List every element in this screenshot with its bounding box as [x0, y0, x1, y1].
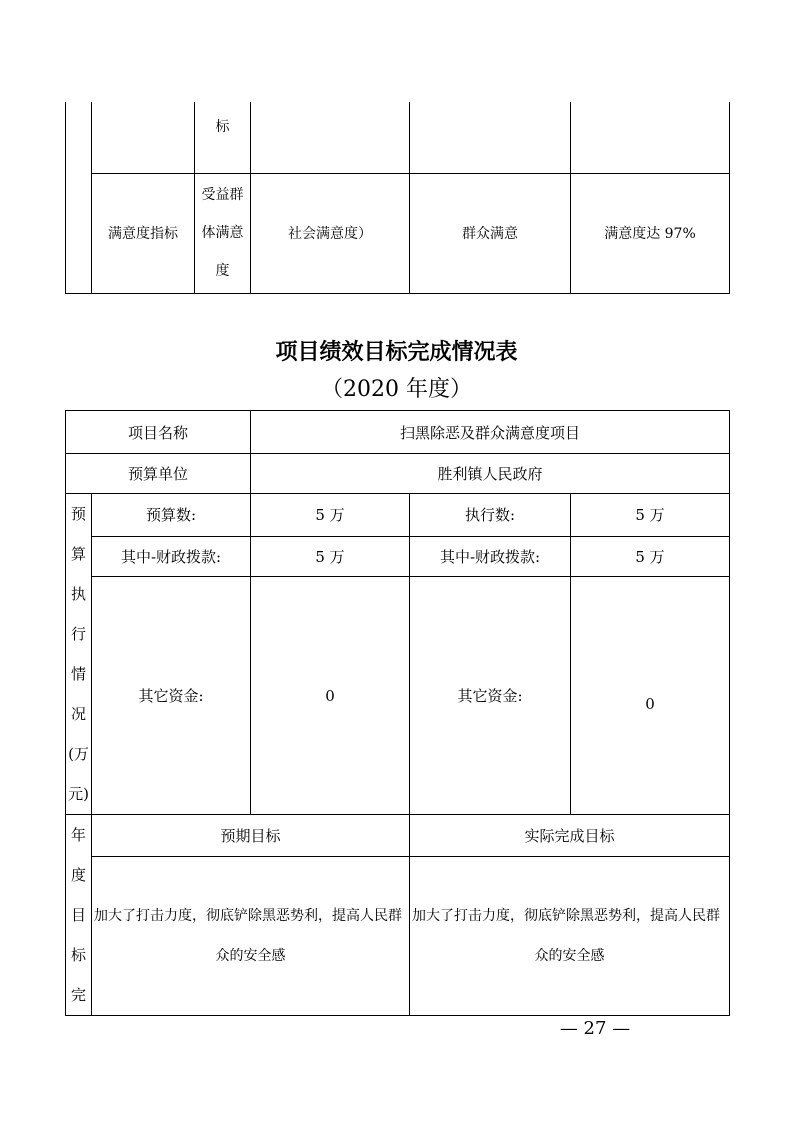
budget-execution-side-label [66, 494, 92, 815]
blank-cell [571, 102, 730, 173]
budget-count-value: 5 万 [251, 494, 410, 537]
char: 元) [68, 785, 89, 803]
executed-count-value: 5 万 [571, 494, 730, 537]
char: 算 [70, 545, 86, 563]
indicator-fragment-cell: 标 [195, 102, 251, 173]
char: 年 [70, 826, 86, 844]
expected-goal-text [92, 856, 410, 1015]
char: 度 [70, 866, 86, 884]
satisfaction-target-cell: 满意度达 97% [571, 173, 730, 293]
other-funds-executed-value: 0 [571, 577, 730, 815]
text-line: 加大了打击力度，彻底铲除黑恶势利，提高人民群 [94, 907, 402, 924]
other-funds-label: 其它资金: [92, 577, 251, 815]
char: 预 [70, 505, 86, 523]
expected-goal-header: 预期目标 [92, 815, 410, 857]
budget-count-label: 预算数: [92, 494, 251, 537]
executed-count-label: 执行数: [410, 494, 571, 537]
beneficiary-satisfaction-cell [195, 173, 251, 293]
char: 行 [70, 625, 86, 643]
performance-table [65, 410, 730, 1016]
char: 目 [70, 906, 86, 924]
actual-goal-text [410, 856, 730, 1015]
text-line: 众的安全感 [215, 947, 286, 964]
other-funds-executed-label: 其它资金: [410, 577, 571, 815]
fiscal-allocation-executed-value: 5 万 [571, 536, 730, 577]
budget-unit-label: 预算单位 [66, 454, 251, 494]
project-name-label: 项目名称 [66, 411, 251, 454]
page-number: — 27 — [559, 1018, 631, 1039]
text-line: 加大了打击力度，彻底铲除黑恶势利，提高人民群 [412, 907, 721, 924]
blank-cell [251, 102, 410, 173]
public-satisfaction-cell: 群众满意 [410, 173, 571, 293]
text-line: 众的安全感 [534, 947, 605, 964]
text-line: 度 [215, 263, 230, 279]
actual-goal-header: 实际完成目标 [410, 815, 730, 857]
other-funds-value: 0 [251, 577, 410, 815]
char: 标 [70, 946, 86, 964]
blank-cell [410, 102, 571, 173]
char: 完 [70, 986, 86, 1004]
blank-cell [92, 102, 195, 173]
page-title: 项目绩效目标完成情况表 [275, 340, 518, 365]
satisfaction-indicator-label: 满意度指标 [92, 173, 195, 293]
text-line: 受益群 [201, 187, 244, 203]
project-name-value: 扫黑除恶及群众满意度项目 [251, 411, 730, 454]
char: (万 [68, 745, 89, 763]
text-line: 体满意 [201, 225, 244, 241]
fiscal-allocation-label: 其中-财政拨款: [92, 536, 251, 577]
fiscal-allocation-executed-label: 其中-财政拨款: [410, 536, 571, 577]
char: 情 [70, 665, 86, 683]
fiscal-allocation-value: 5 万 [251, 536, 410, 577]
top-continuation-table [65, 102, 730, 294]
annual-goal-side-label [66, 815, 92, 1016]
social-satisfaction-cell: 社会满意度） [251, 173, 410, 293]
blank-side-cell [66, 102, 92, 293]
budget-unit-value: 胜利镇人民政府 [251, 454, 730, 494]
char: 执 [70, 585, 86, 603]
char: 况 [70, 705, 86, 723]
page-subtitle: （2020 年度） [321, 377, 472, 402]
